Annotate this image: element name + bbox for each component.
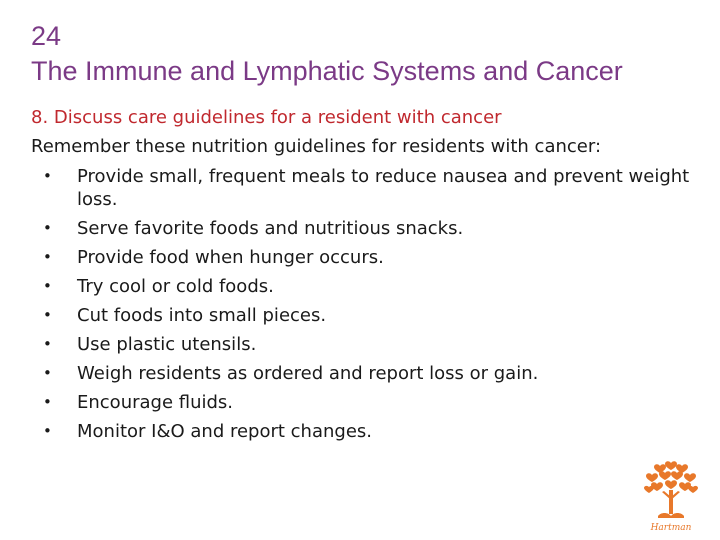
list-item: • Cut foods into small pieces.	[31, 304, 711, 327]
hartman-logo	[640, 458, 702, 534]
list-item: • Encourage fluids.	[31, 391, 711, 414]
logo-wordmark: Hartman	[650, 523, 692, 533]
list-item: • Use plastic utensils.	[31, 333, 711, 356]
list-item: • Provide food when hunger occurs.	[31, 246, 711, 269]
section-heading: 8. Discuss care guidelines for a resident with cancer	[31, 107, 502, 128]
list-item: • Serve favorite foods and nutritious snacks.	[31, 217, 711, 240]
list-item: • Monitor I&O and report changes.	[31, 420, 711, 443]
chapter-number: 24	[31, 21, 62, 51]
guidelines-list	[31, 165, 711, 449]
chapter-title: The Immune and Lymphatic Systems and Cancer	[31, 56, 623, 86]
list-item: • Try cool or cold foods.	[31, 275, 711, 298]
tree-of-hearts-icon	[640, 458, 702, 534]
section-intro: Remember these nutrition guidelines for residents with cancer:	[31, 136, 602, 157]
list-item: • Weigh residents as ordered and report loss or gain.	[31, 362, 711, 385]
list-item: • Provide small, frequent meals to reduce nausea and prevent weight loss.	[31, 165, 717, 211]
